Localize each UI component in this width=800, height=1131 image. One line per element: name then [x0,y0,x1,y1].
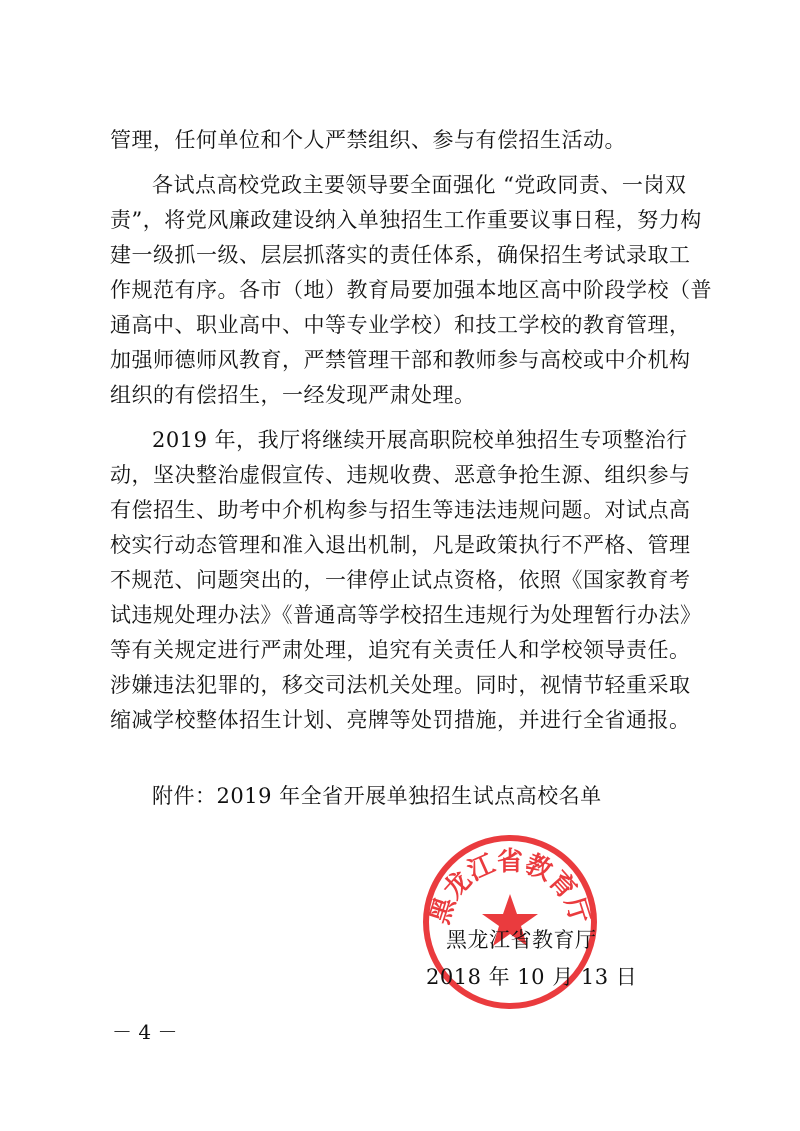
body-line-4: 建一级抓一级、层层抓落实的责任体系，确保招生考试录取工 [110,243,691,267]
body-line-8: 组织的有偿招生，一经发现严肃处理。 [110,383,476,407]
body-line-6: 通高中、职业高中、中等专业学校）和技工学校的教育管理， [110,313,691,337]
body-line-12: 校实行动态管理和准入退出机制，凡是政策执行不严格、管理 [110,533,691,557]
page-number: － 4 － [112,1020,178,1044]
body-line-16: 涉嫌违法犯罪的，移交司法机关处理。同时，视情节轻重采取 [110,673,691,697]
signature-date: 2018 年 10 月 13 日 [426,965,638,989]
signature-organization: 黑龙江省教育厅 [446,928,597,952]
body-line-2: 各试点高校党政主要领导要全面强化 “党政同责、一岗双 [152,173,687,197]
body-line-9: 2019 年，我厅将继续开展高职院校单独招生专项整治行 [152,428,688,452]
body-line-15: 等有关规定进行严肃处理，追究有关责任人和学校领导责任。 [110,638,691,662]
body-line-10: 动，坚决整治虚假宣传、违规收费、恶意争抢生源、组织参与 [110,463,691,487]
attachment-line: 附件：2019 年全省开展单独招生试点高校名单 [152,784,602,808]
body-line-11: 有偿招生、助考中介机构参与招生等违法违规问题。对试点高 [110,498,691,522]
body-line-17: 缩减学校整体招生计划、亮牌等处罚措施，并进行全省通报。 [110,708,691,732]
body-line-14: 试违规处理办法》《普通高等学校招生违规行为处理暂行办法》 [110,603,702,627]
body-line-7: 加强师德师风教育，严禁管理干部和教师参与高校或中介机构 [110,348,691,372]
body-line-13: 不规范、问题突出的，一律停止试点资格，依照《国家教育考 [110,568,691,592]
body-line-3: 责”，将党风廉政建设纳入单独招生工作重要议事日程，努力构 [110,208,702,232]
body-line-1: 管理，任何单位和个人严禁组织、参与有偿招生活动。 [110,128,626,152]
body-line-5: 作规范有序。各市（地）教育局要加强本地区高中阶段学校（普 [110,278,712,302]
seal-text: 黑龙江省教育厅 [425,847,595,928]
